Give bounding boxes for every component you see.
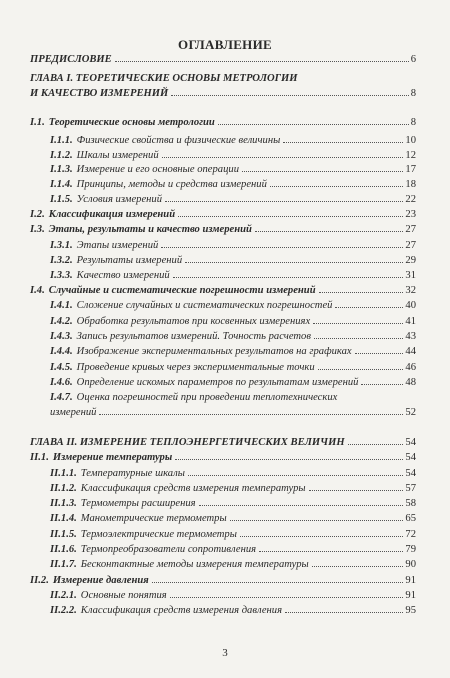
toc-dot-leader <box>218 124 409 125</box>
toc-entry-number: I.4.7. <box>50 392 73 403</box>
toc-dot-leader <box>115 61 409 62</box>
toc-page-number: 90 <box>405 559 416 570</box>
toc-entry-title: измерений <box>50 407 97 418</box>
toc-dot-leader <box>313 323 403 324</box>
toc-page-number: 40 <box>405 300 416 311</box>
toc-page-number: 54 <box>405 452 416 463</box>
toc-entry-title: Проведение кривых через экспериментальные точки <box>76 362 315 373</box>
toc-page-number: 22 <box>405 194 416 205</box>
toc-dot-leader <box>319 292 404 293</box>
toc-page-number: 8 <box>410 117 416 128</box>
toc-dot-leader <box>285 612 403 613</box>
toc-page-number: 58 <box>405 498 416 509</box>
toc-page-number: 65 <box>405 513 416 524</box>
toc-entry-number: II.1.2. <box>50 483 77 494</box>
toc-entry-title: Измерение давления <box>52 575 149 586</box>
toc-page-number: 8 <box>410 88 416 99</box>
toc-page-number: 27 <box>405 240 416 251</box>
toc-dot-leader <box>162 157 404 158</box>
toc-page-number: 95 <box>405 605 416 616</box>
toc-entry-title: Сложение случайных и систематических погрешностей <box>76 300 333 311</box>
toc-entry[interactable] <box>50 588 416 603</box>
toc-entry-number: II.1. <box>30 452 49 463</box>
toc-entry[interactable] <box>50 133 416 148</box>
toc-dot-leader <box>230 520 404 521</box>
toc-entry[interactable] <box>50 360 416 375</box>
toc-page-number: 23 <box>405 209 416 220</box>
toc-entry-number: I.3.1. <box>50 240 73 251</box>
toc-dot-leader <box>259 551 403 552</box>
toc-page-number: 91 <box>405 575 416 586</box>
toc-entry-title: Теоретические основы метрологии <box>48 117 215 128</box>
toc-entry[interactable] <box>30 573 416 588</box>
toc-page-number: 57 <box>405 483 416 494</box>
toc-page-number: 6 <box>410 54 416 65</box>
toc-dot-leader <box>185 262 403 263</box>
toc-entry[interactable] <box>30 450 416 465</box>
toc-entry[interactable] <box>50 603 416 618</box>
toc-dot-leader <box>170 597 404 598</box>
toc-entry-number: II.1.4. <box>50 513 77 524</box>
toc-entry[interactable] <box>50 329 416 344</box>
toc-entry-title: Физические свойства и физические величины <box>76 135 281 146</box>
toc-entry[interactable] <box>50 496 416 511</box>
toc-dot-leader <box>242 171 403 172</box>
toc-page-number: 41 <box>405 316 416 327</box>
toc-page-number: 44 <box>405 346 416 357</box>
toc-page-number: 31 <box>405 270 416 281</box>
toc-page-number: 54 <box>405 468 416 479</box>
toc-entry[interactable] <box>50 542 416 557</box>
toc-entry[interactable] <box>50 375 416 390</box>
toc-dot-leader <box>199 505 404 506</box>
toc-entry-number: I.3.2. <box>50 255 73 266</box>
toc-dot-leader <box>314 338 403 339</box>
toc-page-number: 12 <box>405 150 416 161</box>
toc-entry[interactable] <box>50 298 416 313</box>
toc-entry-title: ПРЕДИСЛОВИЕ <box>30 54 112 65</box>
toc-entry-number: II.2.2. <box>50 605 77 616</box>
toc-entry[interactable] <box>30 283 416 298</box>
toc-entry-number: I.4.3. <box>50 331 73 342</box>
toc-entry[interactable] <box>30 222 416 237</box>
toc-entry-title: Определение искомых параметров по результатам измерений <box>76 377 359 388</box>
toc-entry-title: ГЛАВА II. ИЗМЕРЕНИЕ ТЕПЛОЭНЕРГЕТИЧЕСКИХ ВЕЛИЧИН <box>30 437 345 448</box>
toc-entry-title: Изображение экспериментальных результатов на графиках <box>76 346 352 357</box>
toc-page-number: 43 <box>405 331 416 342</box>
toc-dot-leader <box>99 414 403 415</box>
toc-entry[interactable] <box>30 435 416 450</box>
toc-dot-leader <box>171 95 408 96</box>
toc-dot-leader <box>255 231 404 232</box>
toc-dot-leader <box>335 307 403 308</box>
toc-dot-leader <box>318 369 404 370</box>
toc-entry-title: Термоэлектрические термометры <box>80 529 237 540</box>
toc-entry-title: Случайные и систематические погрешности измерений <box>48 285 316 296</box>
toc-entry-title: Измерение и его основные операции <box>76 164 239 175</box>
toc-entry[interactable] <box>50 511 416 526</box>
toc-entry[interactable] <box>30 52 416 67</box>
toc-page-number: 32 <box>405 285 416 296</box>
toc-entry-number: I.2. <box>30 209 45 220</box>
toc-entry[interactable] <box>30 71 416 101</box>
toc-entry-title: Принципы, методы и средства измерений <box>76 179 267 190</box>
toc-entry-number: I.4.4. <box>50 346 73 357</box>
toc-entry-number: I.1.2. <box>50 150 73 161</box>
toc-entry-title: Термометры расширения <box>80 498 196 509</box>
toc-entry[interactable] <box>50 192 416 207</box>
toc-entry-title: И КАЧЕСТВО ИЗМЕРЕНИЙ <box>30 88 169 99</box>
toc-entry-title: Шкалы измерений <box>76 150 159 161</box>
toc-entry-title: Термопреобразователи сопротивления <box>80 544 257 555</box>
toc-page-number: 54 <box>405 437 416 448</box>
toc-entry-title: Обработка результатов при косвенных измерениях <box>76 316 311 327</box>
toc-entry-title-line: ГЛАВА I. ТЕОРЕТИЧЕСКИЕ ОСНОВЫ МЕТРОЛОГИИ <box>30 73 298 84</box>
toc-entry-title: Условия измерений <box>76 194 162 205</box>
toc-entry-number: II.1.5. <box>50 529 77 540</box>
toc-entry-number: II.1.3. <box>50 498 77 509</box>
toc-entry-number: I.1.5. <box>50 194 73 205</box>
toc-dot-leader <box>188 475 404 476</box>
toc-dot-leader <box>283 142 403 143</box>
toc-dot-leader <box>240 536 404 537</box>
toc-entry[interactable] <box>50 238 416 253</box>
toc-entry-title: Результаты измерений <box>76 255 183 266</box>
toc-entry-number: I.4.5. <box>50 362 73 373</box>
toc-entry-title: Этапы, результаты и качество измерений <box>48 224 252 235</box>
toc-page-number: 72 <box>405 529 416 540</box>
toc-dot-leader <box>312 566 404 567</box>
toc-page-number: 46 <box>405 362 416 373</box>
toc-dot-leader <box>161 247 403 248</box>
toc-entry[interactable] <box>50 314 416 329</box>
toc-entry-title: Классификация средств измерения температуры <box>80 483 306 494</box>
toc-entry[interactable] <box>50 527 416 542</box>
toc-entry-number: I.4.1. <box>50 300 73 311</box>
toc-entry-title-line: I.4.7. Оценка погрешностей при проведении теплотехнических <box>50 392 338 403</box>
toc-entry-title: Температурные шкалы <box>80 468 185 479</box>
toc-dot-leader <box>309 490 404 491</box>
toc-dot-leader <box>165 201 403 202</box>
toc-page-number: 18 <box>405 179 416 190</box>
toc-entry[interactable] <box>50 344 416 359</box>
toc-entry-number: I.4.2. <box>50 316 73 327</box>
toc-dot-leader <box>348 444 404 445</box>
toc-page-number: 79 <box>405 544 416 555</box>
toc-entry-number: II.2.1. <box>50 590 77 601</box>
toc-entry-number: I.3.3. <box>50 270 73 281</box>
toc-entry[interactable] <box>30 115 416 130</box>
toc-page-number: 10 <box>405 135 416 146</box>
toc-entry-number: I.1. <box>30 117 45 128</box>
toc-entry-number: II.1.6. <box>50 544 77 555</box>
toc-entry[interactable] <box>50 466 416 481</box>
toc-dot-leader <box>152 582 404 583</box>
toc-entry-number: II.1.1. <box>50 468 77 479</box>
toc-entry-number: I.4.6. <box>50 377 73 388</box>
toc-page-number: 29 <box>405 255 416 266</box>
toc-entry-title: Качество измерений <box>76 270 170 281</box>
page-number: 3 <box>222 647 228 659</box>
toc-entry-title: Измерение температуры <box>52 452 173 463</box>
toc-entry[interactable] <box>30 207 416 222</box>
toc-entry-title: Бесконтактные методы измерения температуры <box>80 559 309 570</box>
toc-page-number: 48 <box>405 377 416 388</box>
toc-entry-title: Этапы измерений <box>76 240 159 251</box>
toc-entry-number: II.1.7. <box>50 559 77 570</box>
toc-entry[interactable] <box>50 557 416 572</box>
toc-entry-number: II.2. <box>30 575 49 586</box>
toc-dot-leader <box>175 459 403 460</box>
toc-entry-number: I.4. <box>30 285 45 296</box>
toc-entry-title: Запись результатов измерений. Точность расчетов <box>76 331 311 342</box>
toc-page-number: 52 <box>405 407 416 418</box>
toc-entry[interactable] <box>50 268 416 283</box>
toc-entry[interactable] <box>50 390 416 420</box>
toc-entry-title: Манометрические термометры <box>80 513 227 524</box>
toc-entry-title: Основные понятия <box>80 590 167 601</box>
toc-dot-leader <box>173 277 404 278</box>
page-title: ОГЛАВЛЕНИЕ <box>178 37 272 52</box>
toc-page-number: 17 <box>405 164 416 175</box>
toc-entry-number: I.1.1. <box>50 135 73 146</box>
toc-dot-leader <box>361 384 403 385</box>
toc-entry-title: Классификация средств измерения давления <box>80 605 283 616</box>
toc-entry[interactable] <box>50 162 416 177</box>
toc-entry-number: I.1.4. <box>50 179 73 190</box>
toc-entry[interactable] <box>50 148 416 163</box>
toc-entry-number: I.3. <box>30 224 45 235</box>
toc-dot-leader <box>178 216 403 217</box>
toc-entry[interactable] <box>50 481 416 496</box>
toc-entry[interactable] <box>50 253 416 268</box>
toc-dot-leader <box>270 186 404 187</box>
toc-dot-leader <box>355 353 404 354</box>
toc-entry-title: Классификация измерений <box>48 209 176 220</box>
toc-entry[interactable] <box>50 177 416 192</box>
toc-page-number: 27 <box>405 224 416 235</box>
toc-entry-number: I.1.3. <box>50 164 73 175</box>
toc-page-number: 91 <box>405 590 416 601</box>
